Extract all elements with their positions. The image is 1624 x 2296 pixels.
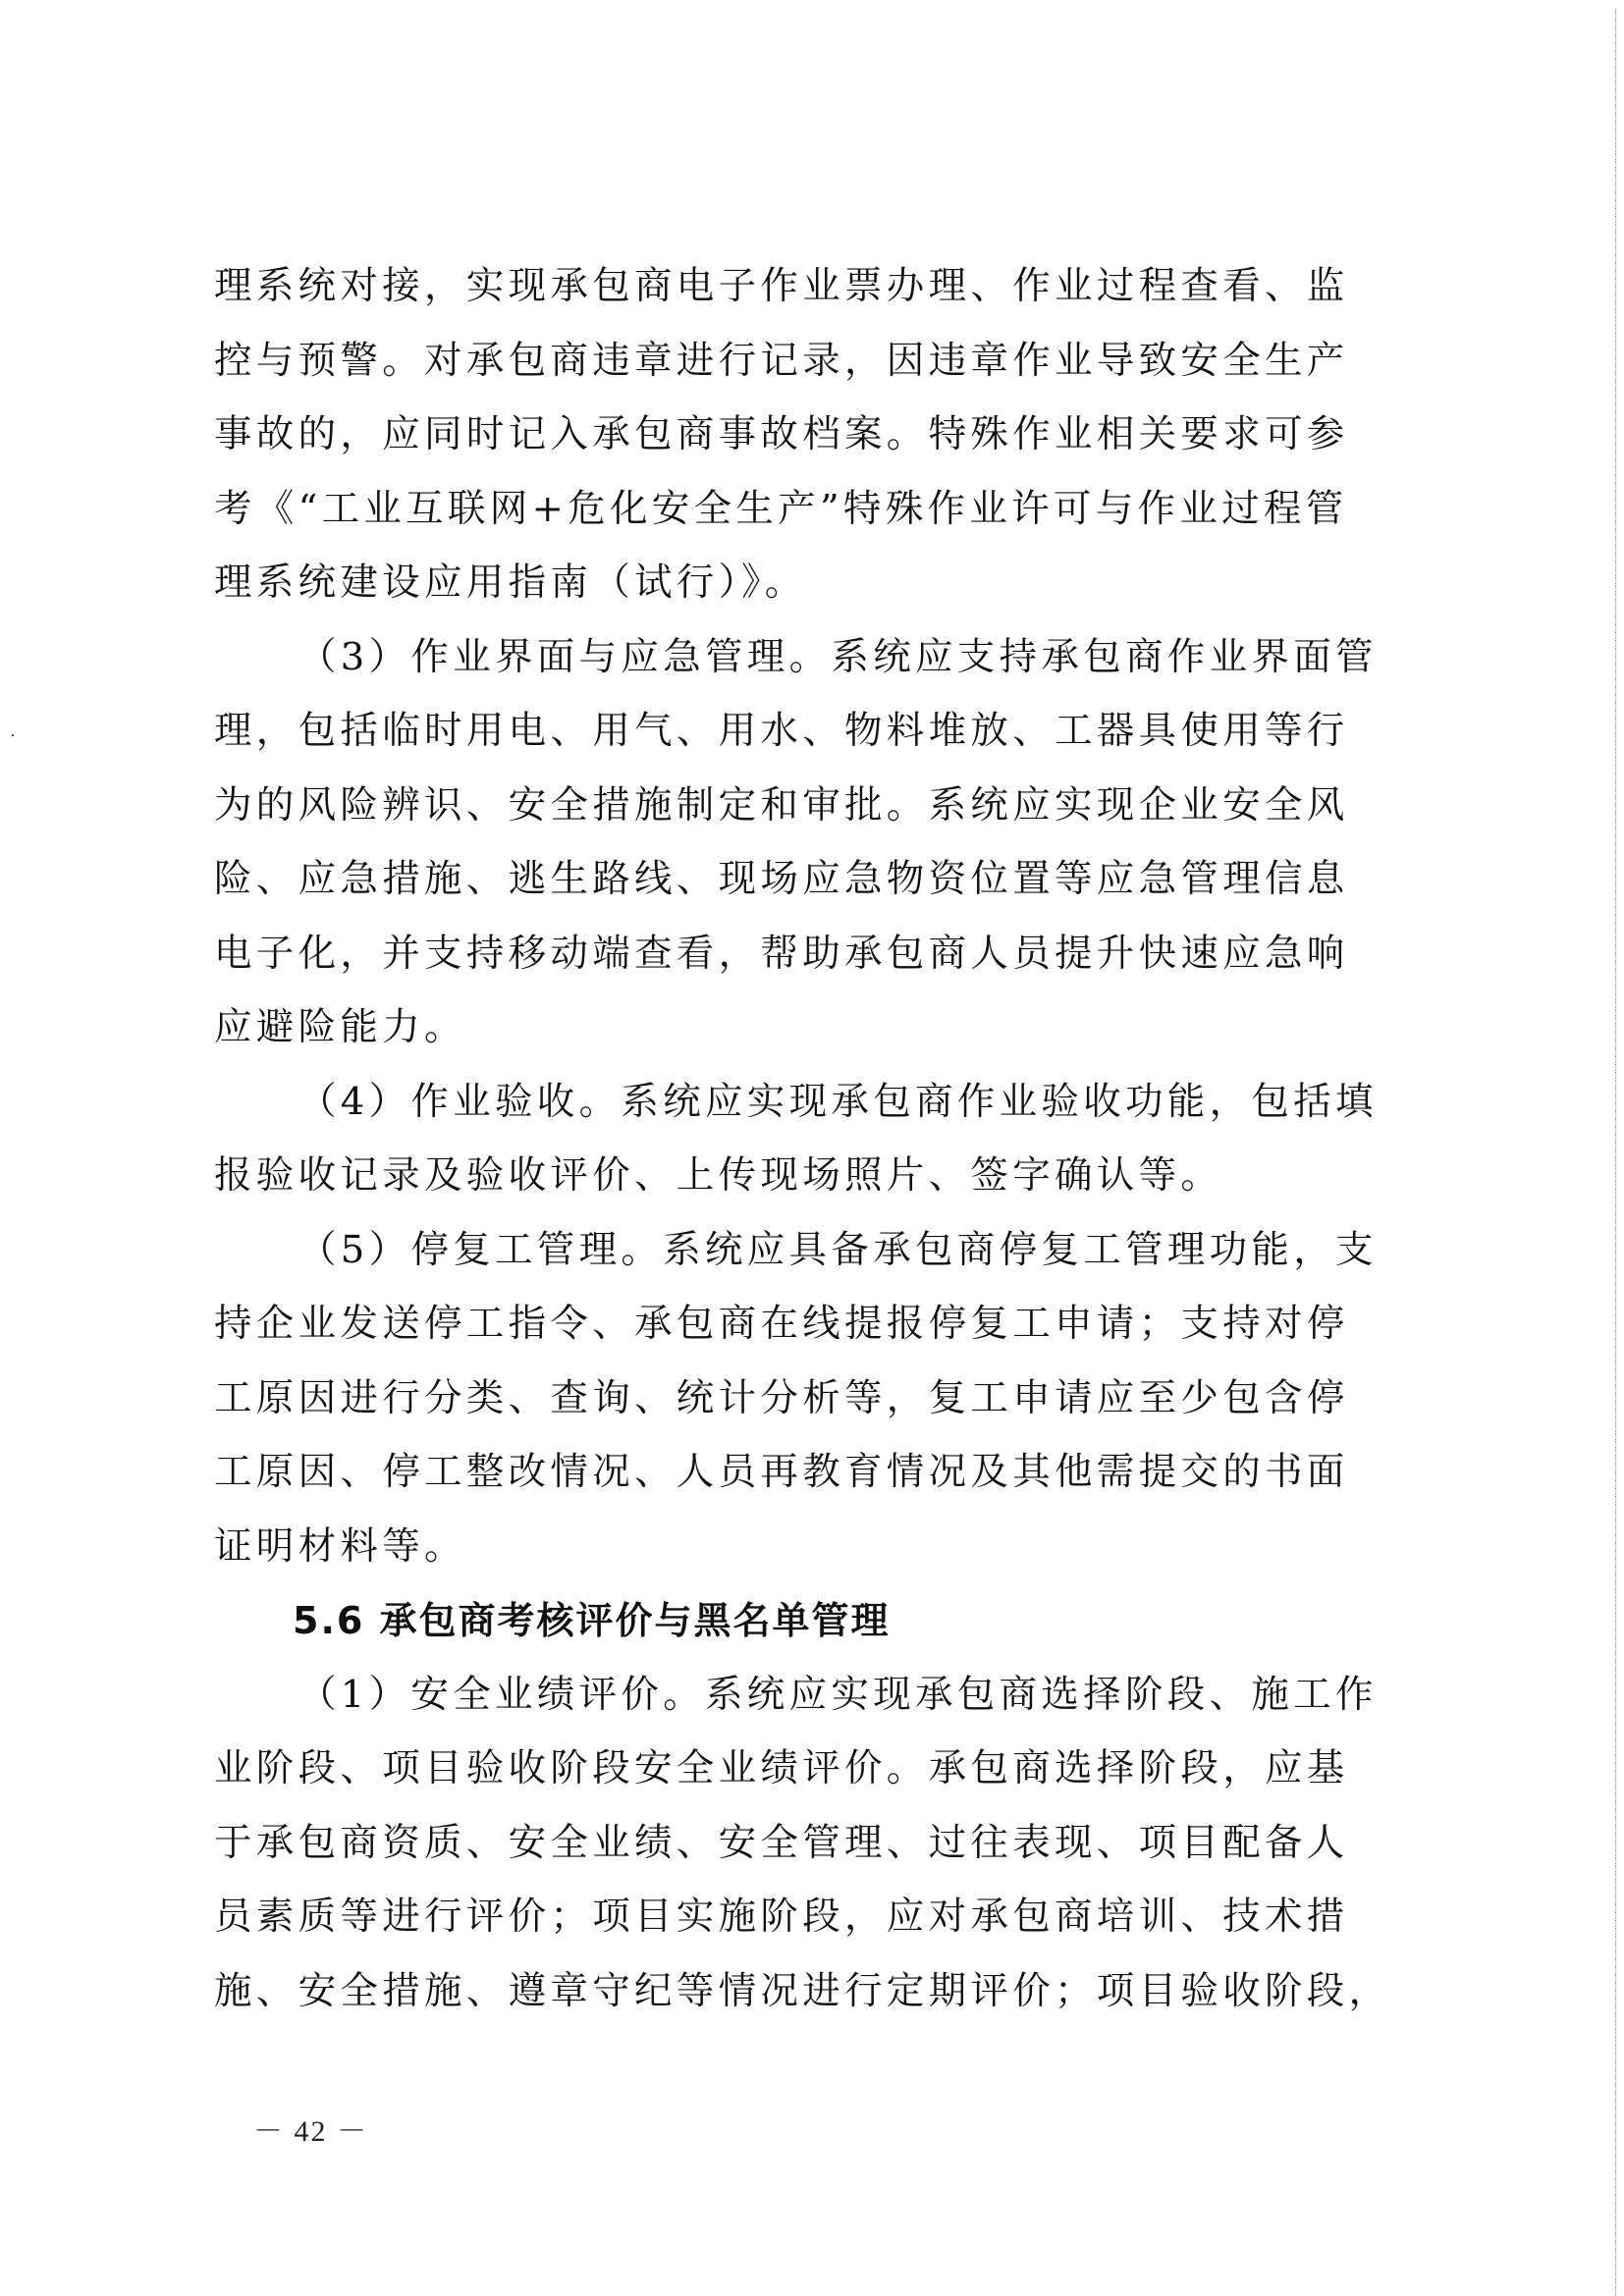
- text-line: 持企业发送停工指令、承包商在线提报停复工申请；支持对停: [214, 1302, 1349, 1346]
- text-line: 事故的，应同时记入承包商事故档案。特殊作业相关要求可参: [214, 412, 1349, 456]
- text-line: 证明材料等。: [214, 1523, 466, 1569]
- text-line: 应避险能力。: [214, 1005, 466, 1049]
- page-number: － 42 －: [253, 2115, 368, 2148]
- text-line: 于承包商资质、安全业绩、安全管理、过往表现、项目配备人: [214, 1820, 1349, 1865]
- scan-speck: [12, 734, 14, 736]
- text-line: 理系统建设应用指南（试行）》。: [214, 561, 807, 605]
- text-line: 工原因、停工整改情况、人员再教育情况及其他需提交的书面: [214, 1450, 1349, 1494]
- text-line: 工原因进行分类、查询、统计分析等，复工申请应至少包含停: [214, 1375, 1349, 1420]
- paragraph-start-line: （4）作业验收。系统应实现承包商作业验收功能，包括填: [298, 1079, 1378, 1124]
- text-line: 员素质等进行评价；项目实施阶段，应对承包商培训、技术措: [214, 1895, 1349, 1939]
- text-line: 控与预警。对承包商违章进行记录，因违章作业导致安全生产: [214, 338, 1349, 383]
- text-line: 为的风险辨识、安全措施制定和审批。系统应实现企业安全风: [214, 782, 1349, 828]
- text-line: 险、应急措施、逃生路线、现场应急物资位置等应急管理信息: [214, 857, 1349, 901]
- paragraph-start-line: （1）安全业绩评价。系统应实现承包商选择阶段、施工作: [298, 1672, 1378, 1717]
- text-line: 业阶段、项目验收阶段安全业绩评价。承包商选择阶段，应基: [214, 1746, 1349, 1790]
- text-line: 理，包括临时用电、用气、用水、物料堆放、工器具使用等行: [214, 709, 1349, 753]
- text-line: 电子化，并支持移动端查看，帮助承包商人员提升快速应急响: [214, 931, 1349, 976]
- section-heading: 5.6 承包商考核评价与黑名单管理: [293, 1599, 891, 1642]
- text-line: 理系统对接，实现承包商电子作业票办理、作业过程查看、监: [214, 264, 1349, 308]
- text-line: 施、安全措施、遵章守纪等情况进行定期评价；项目验收阶段，: [214, 1968, 1391, 2013]
- document-body: [214, 257, 1394, 2036]
- paragraph-start-line: （3）作业界面与应急管理。系统应支持承包商作业界面管: [298, 634, 1378, 679]
- text-line: 报验收记录及验收评价、上传现场照片、签字确认等。: [214, 1153, 1223, 1198]
- paragraph-start-line: （5）停复工管理。系统应具备承包商停复工管理功能，支: [298, 1227, 1378, 1272]
- text-line: 考《“工业互联网+危化安全生产”特殊作业许可与作业过程管: [214, 486, 1348, 531]
- page-edge-line: [1615, 8, 1617, 2296]
